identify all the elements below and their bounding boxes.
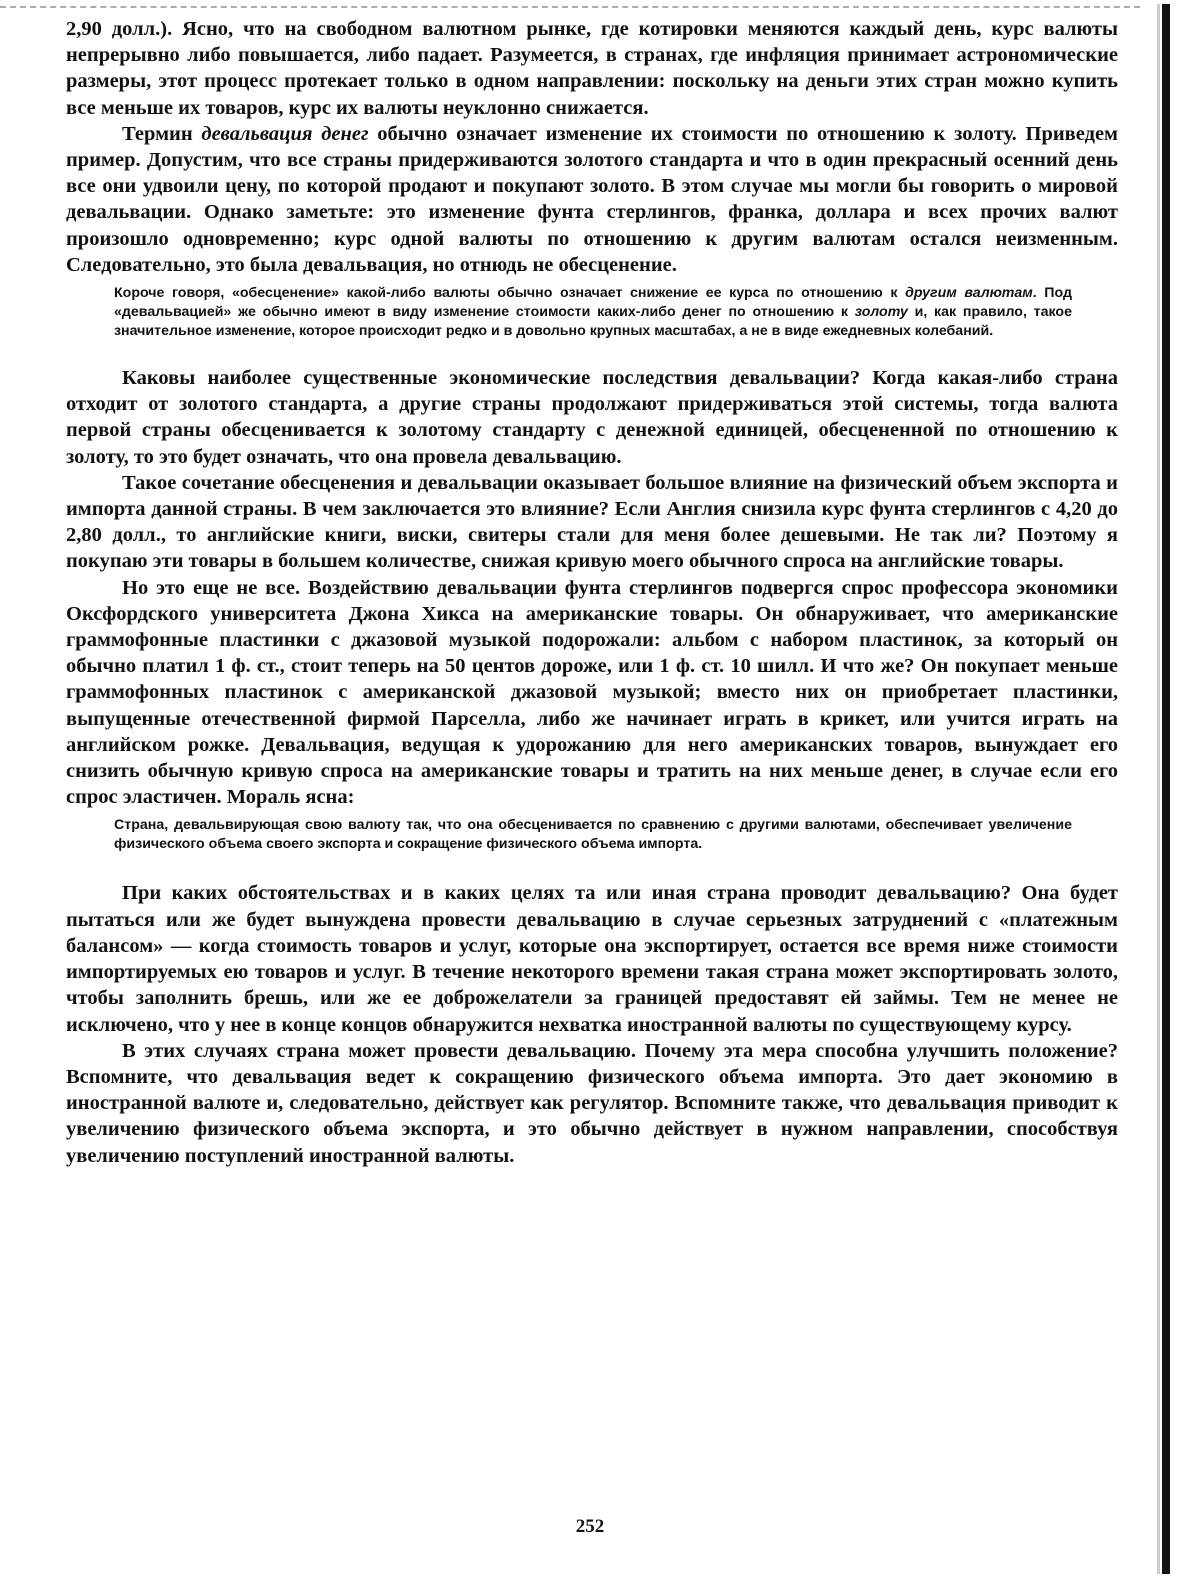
note-text: и, как правило, такое значительное изменение, которое происходит редко и в довольно крупных масштабах, а не в виде ежедневных колебаний. — [114, 304, 1072, 340]
spacer — [66, 341, 1118, 365]
paragraph-devaluation-definition — [66, 121, 1118, 278]
paragraph-continuation: 2,90 долл.). Ясно, что на свободном валютном рынке, где котировки меняются каждый день, курс валюты непрерывно либо повышается, либо падает. Разумеется, в странах, где инфляция принимает астрономические размеры, этот процесс протекает только в одном направлении: поскольку на деньги этих стран можно купить все меньше их товаров, курс их валюты неуклонно снижается. — [66, 18, 1118, 119]
paragraph-hicks-example: Но это еще не все. Воздействию девальвации фунта стерлингов подвергся спрос профессора экономики Оксфордского университета Джона Хикса на американские товары. Он обнаруживает, что американские граммофонные пластинки с джазовой музыкой подорожали: альбом с набором пластинок, за который он обычно платил 1 ф. ст., стоит теперь на 50 центов дороже, или 1 ф. ст. 10 шилл. И что же? Он покупает меньше граммофонных пластинок с американской джазовой музыкой; вместо них он приобретает пластинки, выпущенные отечественной фирмой Парселла, либо же начинает играть в крикет, или учится играть на английском рожке. Девальвация, ведущая к удорожанию для него американских товаров, вынуждает его снизить обычную кривую спроса на американские товары и тратить на них меньше денег, в случае если его спрос эластичен. Мораль ясна: — [66, 576, 1118, 809]
scan-artifact-edge-shadow — [1157, 4, 1160, 1574]
note-text: . Под «девальвацией» же обычно имеют в виду изменение стоимости каких-либо денег по отношению к — [114, 285, 1072, 321]
scan-artifact-right-edge — [1162, 4, 1170, 1574]
summary-note-moral: Страна, девальвирующая свою валюту так, что она обесценивается по сравнению с другими валютами, обеспечивает увеличение физического объема своего экспорта и сокращение физического объема импорта. — [114, 817, 1072, 853]
note-emphasis: другим валютам — [905, 285, 1033, 302]
paragraph-export-import-effect: Такое сочетание обесценения и девальвации оказывает большое влияние на физический объем экспорта и импорта данной страны. В чем заключается это влияние? Если Англия снизила курс фунта стерлингов с 4,20 до 2,80 долл., то английские книги, виски, свитеры стали для меня более дешевыми. Не так ли? Поэтому я покупаю эти товары в большем количестве, снижая кривую моего обычного спроса на английские товары. — [66, 471, 1118, 573]
paragraph-text: Термин — [122, 122, 202, 145]
term-devaluation: девальвация денег — [201, 122, 369, 145]
note-text: Короче говоря, «обесценение» какой-либо валюты обычно означает снижение ее курса по отношению к — [114, 285, 906, 302]
note-emphasis: золоту — [854, 304, 908, 321]
page-body — [66, 16, 1118, 1169]
page-number: 252 — [575, 1516, 605, 1537]
scan-artifact-top-line — [0, 6, 1140, 8]
paragraph-devaluation-as-regulator: В этих случаях страна может провести девальвацию. Почему эта мера способна улучшить положение? Вспомните, что девальвация ведет к сокращению физического объема импорта. Это дает экономию в иностранной валюте и, следовательно, действует как регулятор. Вспомните также, что девальвация приводит к увеличению физического объема экспорта, и это обычно действует в нужном направлении, способствуя увеличению поступлений иностранной валюты. — [66, 1039, 1118, 1167]
spacer — [66, 854, 1118, 880]
summary-note-devaluation — [66, 284, 1118, 341]
paragraph-balance-of-payments: При каких обстоятельствах и в каких целях та или иная страна проводит девальвацию? Она будет пытаться или же будет вынуждена провести девальвацию в случае серьезных затруднений с «платежным балансом» — когда стоимость товаров и услуг, которые она экспортирует, остается все время ниже стоимости импортируемых ею товаров и услуг. В течение некоторого времени такая страна может экспортировать золото, чтобы заполнить брешь, или же ее доброжелатели за границей предоставят ей займы. Тем не менее не исключено, что у нее в конце концов обнаружится нехватка иностранной валюты по существующему курсу. — [66, 882, 1118, 1036]
paragraph-consequences: Каковы наиболее существенные экономические последствия девальвации? Когда какая-либо страна отходит от золотого стандарта, а другие страны продолжают придерживаться этой системы, тогда валюта первой страны обесценивается к золотому стандарту с денежной единицей, обесцененной по отношению к золоту, то это будет означать, что она провела девальвацию. — [66, 367, 1118, 468]
paragraph-text: обычно означает изменение их стоимости по отношению к золоту. Приведем пример. Допустим, что все страны придерживаются золотого стандарта и что в один прекрасный осенний день все они удвоили цену, по которой продают и покупают золото. В этом случае мы могли бы говорить о мировой девальвации. Однако заметьте: это изменение фунта стерлингов, франка, доллара и всех прочих валют произошло одновременно; курс одной валюты по отношению к другим валютам остался неизменным. Следовательно, это была девальвация, но отнюдь не обесценение. — [66, 122, 1119, 276]
